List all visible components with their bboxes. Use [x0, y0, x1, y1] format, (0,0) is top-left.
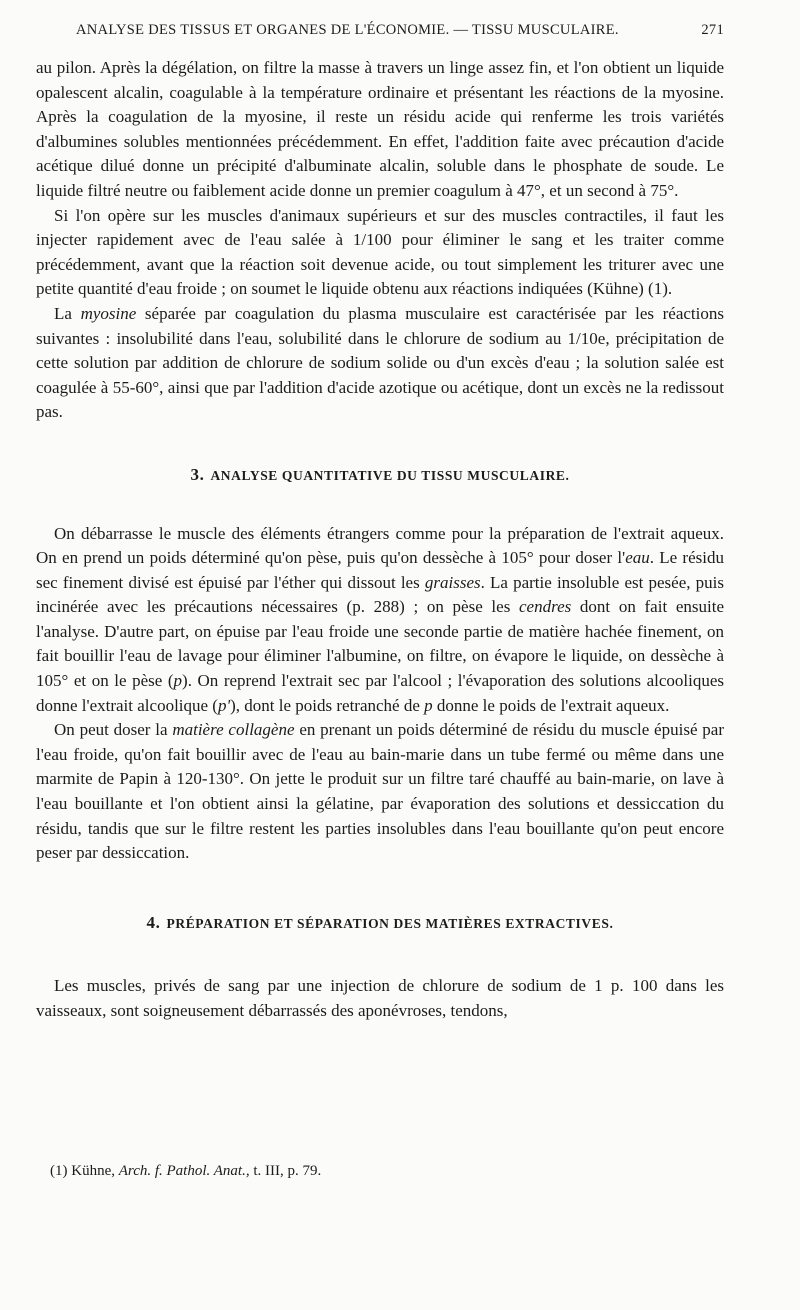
footnote-marker: (1)	[50, 1163, 68, 1179]
section-number: 4.	[146, 912, 161, 932]
paragraph-6: Les muscles, privés de sang par une injection de chlorure de sodium de 1 p. 100 dans les vaisseaux, sont soigneusement débarrassés des aponévroses, tendons,	[36, 976, 724, 1020]
paragraph-2: Si l'on opère sur les muscles d'animaux supérieurs et sur des muscles contractiles, il faut les injecter rapidement avec de l'eau salée à 1/100 pour éliminer le sang et les traiter comme précédemment, avant que la réaction soit devenue acide, ou tout simplement les triturer avec une petite quantité d'eau froide ; on soumet le liquide obtenu aux réactions indiquées (Kühne) (1).	[36, 205, 724, 299]
footnote	[50, 1163, 724, 1180]
text-run: On peut doser la	[54, 720, 173, 740]
emphasis-term: p	[173, 671, 183, 691]
footnote-source: Arch. f. Pathol. Anat.,	[118, 1163, 250, 1179]
emphasis-term: eau	[625, 548, 650, 568]
text-run: ), dont le poids retranché de	[230, 695, 425, 715]
text-run: séparée par coagulation du plasma musculaire est caractérisée par les réactions suivantes : insolubilité dans l'eau, solubilité dans le chlorure de sodium au 1/10e, précipitation de cette solution par addition de chlorure de sodium solide ou d'un excès d'eau ; la solution salée est coagulée à 55-60°, ainsi que par l'addition d'acide azotique ou acétique, dont un excès ne la redissout pas.	[36, 303, 724, 422]
paragraph-3	[36, 302, 724, 425]
emphasis-term: p	[424, 695, 433, 715]
text-run: ). On reprend l'extrait sec par l'alcool ; l'évaporation des solutions alcooliques donne l'extrait alcoolique (	[36, 671, 725, 715]
emphasis-term: matière collagène	[172, 720, 295, 740]
body-text	[36, 56, 724, 1024]
section-title: PRÉPARATION ET SÉPARATION DES MATIÈRES EXTRACTIVES.	[166, 915, 614, 931]
text-run: . Le résidu sec finement divisé est épuisé par l'éther qui dissout les	[36, 548, 724, 592]
text-run: donne le poids de l'extrait aqueux.	[432, 695, 670, 715]
text-run: en prenant un poids déterminé de résidu du muscle épuisé par l'eau froide, qu'on fait bouillir avec de l'eau au bain-marie dans un tube fermé ou même dans une marmite de Papin à 120-130°. On jette le produit sur un filtre taré chauffé au bain-marie, on lave à l'eau bouillante et l'on obtient ainsi la gélatine, par évaporation des solutions et dessiccation du résidu, tandis que sur le filtre restent les parties insolubles dans l'eau bouillante qu'on peut encore peser par dessiccation.	[36, 720, 724, 863]
text-run: . La partie insoluble est pesée, puis incinérée avec les précautions nécessaires (p. 288) ; on pèse les	[36, 572, 724, 617]
text-run: On débarrasse le muscle des éléments étrangers comme pour la préparation de l'extrait aqueux. On en prend un poids déterminé qu'on pèse, puis qu'on dessèche à 105° pour doser l'	[36, 523, 724, 568]
section-heading-3	[36, 463, 724, 489]
emphasis-term: myosine	[80, 303, 137, 323]
text-run: La	[54, 303, 81, 323]
page-number: 271	[701, 22, 724, 38]
paragraph-4	[36, 522, 724, 719]
emphasis-term: graisses	[424, 572, 481, 592]
text-run: dont on fait ensuite l'analyse. D'autre part, on épuise par l'eau froide une seconde partie de matière hachée finement, on fait bouillir l'eau de lavage pour éliminer l'albumine, on filtre, on évapore le liquide, on dessèche à 105° et on le pèse (	[36, 597, 724, 691]
footnote-author: Kühne,	[71, 1163, 115, 1179]
running-title: ANALYSE DES TISSUS ET ORGANES DE L'ÉCONOMIE. — TISSU MUSCULAIRE.	[76, 22, 619, 38]
section-title: ANALYSE QUANTITATIVE DU TISSU MUSCULAIRE.	[210, 467, 570, 483]
section-heading-4	[36, 911, 724, 937]
paragraph-5	[36, 718, 724, 866]
emphasis-term: cendres	[519, 597, 572, 617]
emphasis-term: p'	[217, 695, 231, 715]
running-head	[76, 22, 724, 39]
paragraph-1: au pilon. Après la dégélation, on filtre la masse à travers un linge assez fin, et l'on obtient un liquide opalescent alcalin, coagulable à la température ordinaire et présentant les réactions de la myosine. Après la coagulation de la myosine, il reste un résidu acide qui renferme les trois variétés d'albumines solubles mentionnées précédemment. En effet, l'addition faite avec précaution d'acide acétique dilué donne un précipité d'albuminate alcalin, soluble dans le phosphate de soude. Le liquide filtré neutre ou faiblement acide donne un premier coagulum à 47°, et un second à 75°.	[36, 58, 724, 200]
footnote-reference: t. III, p. 79.	[253, 1163, 322, 1179]
section-number: 3.	[190, 464, 205, 484]
